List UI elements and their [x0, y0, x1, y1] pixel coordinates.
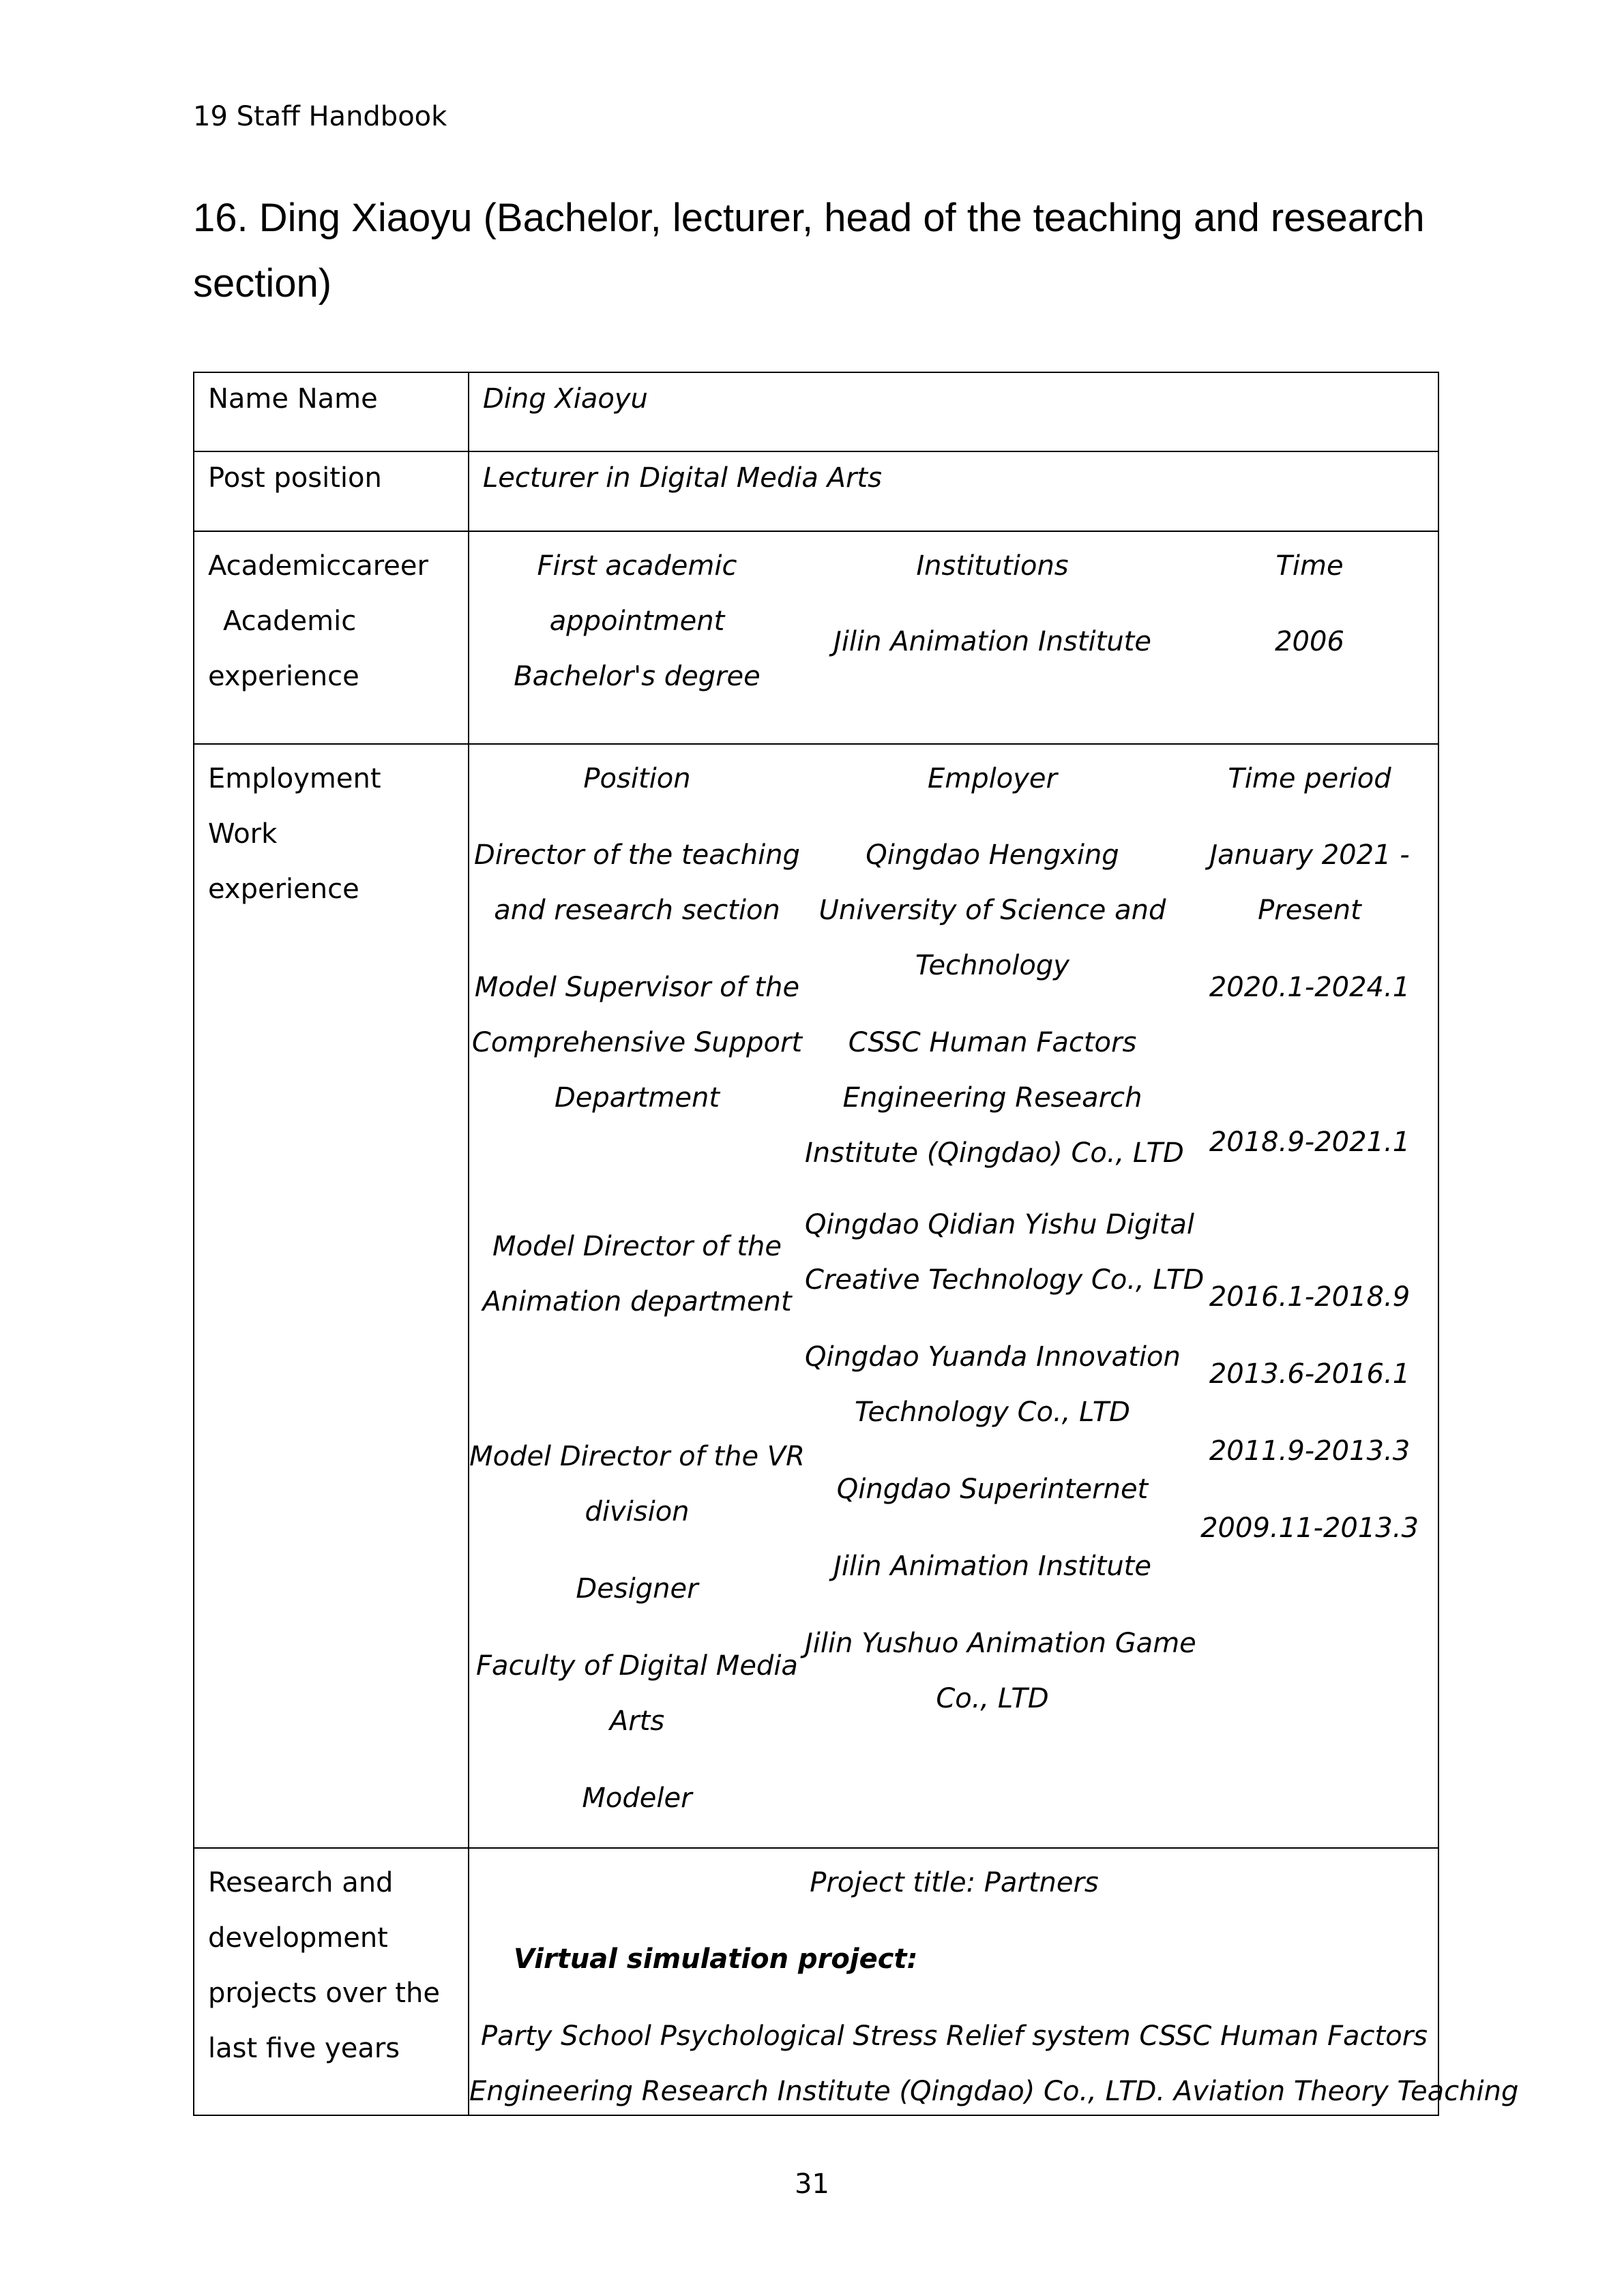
- academic-col-time: [1180, 539, 1439, 670]
- research-row: [194, 1847, 1519, 2115]
- position-entry: Arts: [609, 1705, 665, 1737]
- academic-col-first-line: Bachelor's degree: [514, 661, 761, 692]
- research-label-line: projects over the: [208, 1978, 440, 2009]
- academic-row: [194, 531, 1438, 743]
- profile-table: [193, 372, 1519, 2116]
- employer-entry: Technology Co., LTD: [855, 1397, 1130, 1428]
- academic-label-line: Academiccareer: [208, 550, 428, 582]
- employment-header-position: Position: [583, 763, 691, 794]
- period-entry: 2018.9-2021.1: [1209, 1127, 1411, 1158]
- academic-institution: Jilin Animation Institute: [833, 626, 1151, 657]
- research-label: [194, 1849, 469, 2115]
- period-entry: January 2021 -: [1209, 839, 1410, 871]
- project-desc-line: Engineering Research Institute (Qingdao) Co., LTD. Aviation Theory Teaching: [469, 2076, 1519, 2107]
- page-title: 16. Ding Xiaoyu (Bachelor, lecturer, head of the teaching and research section): [193, 196, 1425, 305]
- position-entry: Model Director of the VR: [469, 1441, 805, 1472]
- page-number: 31: [795, 2168, 829, 2200]
- employment-label: [194, 745, 469, 1847]
- employer-entry: University of Science and: [818, 895, 1166, 926]
- employer-entry: Engineering Research: [842, 1082, 1142, 1114]
- position-entry: Animation department: [482, 1286, 792, 1317]
- employer-entry: Co., LTD: [936, 1683, 1049, 1714]
- academic-col-first: [469, 539, 805, 704]
- name-label: Name Name: [194, 373, 469, 451]
- post-row: [194, 451, 1438, 531]
- academic-time: 2006: [1275, 626, 1344, 657]
- post-label: Post position: [194, 452, 469, 531]
- period-entry: 2009.11-2013.3: [1200, 1512, 1419, 1544]
- position-entry: Department: [554, 1082, 720, 1114]
- academic-label: [194, 532, 469, 743]
- position-entry: Model Supervisor of the: [474, 972, 800, 1003]
- research-label-line: development: [208, 1922, 388, 1954]
- research-value: [469, 1849, 1519, 2115]
- position-entry: Faculty of Digital Media: [476, 1650, 798, 1682]
- post-value: Lecturer in Digital Media Arts: [483, 462, 882, 494]
- position-entry: Modeler: [582, 1783, 692, 1814]
- employer-entry: Jilin Yushuo Animation Game: [805, 1628, 1196, 1659]
- academic-col-institution: [805, 539, 1180, 670]
- position-entry: Comprehensive Support: [471, 1027, 803, 1058]
- position-entry: and research section: [494, 895, 780, 926]
- employment-header-period: Time period: [1228, 763, 1391, 794]
- academic-col-institution-header: Institutions: [916, 550, 1069, 582]
- employer-entry: Technology: [915, 950, 1069, 981]
- period-entry: 2020.1-2024.1: [1209, 972, 1411, 1003]
- academic-col-first-line: First academic: [537, 550, 737, 582]
- employer-entry: Institute (Qingdao) Co., LTD: [805, 1137, 1184, 1169]
- project-subheading-text: Virtual simulation project:: [514, 1943, 918, 1975]
- project-subheading: [514, 1932, 918, 1987]
- employer-entry: Creative Technology Co., LTD: [805, 1264, 1205, 1296]
- employment-label-line: Employment Work: [208, 763, 381, 850]
- running-header: 19 Staff Handbook: [193, 101, 447, 132]
- research-label-line: Research and: [208, 1867, 394, 1898]
- employer-entry: Qingdao Superinternet: [836, 1474, 1149, 1505]
- name-row: [194, 373, 1438, 451]
- position-entry: division: [585, 1496, 690, 1527]
- employer-entry: Jilin Animation Institute: [833, 1551, 1151, 1582]
- project-title: Project title: Partners: [810, 1867, 1099, 1898]
- employment-value: [469, 745, 1438, 1847]
- position-entry: Model Director of the: [492, 1231, 782, 1262]
- project-desc-line: Party School Psychological Stress Relief system CSSC Human Factors: [480, 2021, 1428, 2052]
- academic-col-time-header: Time: [1275, 550, 1344, 582]
- employment-label-line: experience: [208, 874, 359, 905]
- academic-label-line: experience: [208, 661, 359, 692]
- position-entry: Director of the teaching: [474, 839, 800, 871]
- employment-row: [194, 743, 1438, 1847]
- employer-entry: CSSC Human Factors: [848, 1027, 1137, 1058]
- position-entry: Designer: [576, 1573, 698, 1605]
- name-value: Ding Xiaoyu: [483, 383, 648, 415]
- academic-col-first-line: appointment: [549, 606, 725, 637]
- period-entry: 2016.1-2018.9: [1209, 1281, 1411, 1313]
- academic-value: [469, 532, 1438, 743]
- employment-header-employer: Employer: [928, 763, 1057, 794]
- period-entry: 2011.9-2013.3: [1209, 1435, 1411, 1467]
- employer-entry: Qingdao Hengxing: [866, 839, 1119, 871]
- employer-entry: Qingdao Yuanda Innovation: [805, 1341, 1181, 1373]
- period-entry: 2013.6-2016.1: [1209, 1358, 1411, 1390]
- research-label-line: last five years: [208, 2033, 400, 2064]
- period-entry: Present: [1258, 895, 1361, 926]
- academic-label-line: Academic: [223, 606, 357, 637]
- employer-entry: Qingdao Qidian Yishu Digital: [805, 1209, 1194, 1240]
